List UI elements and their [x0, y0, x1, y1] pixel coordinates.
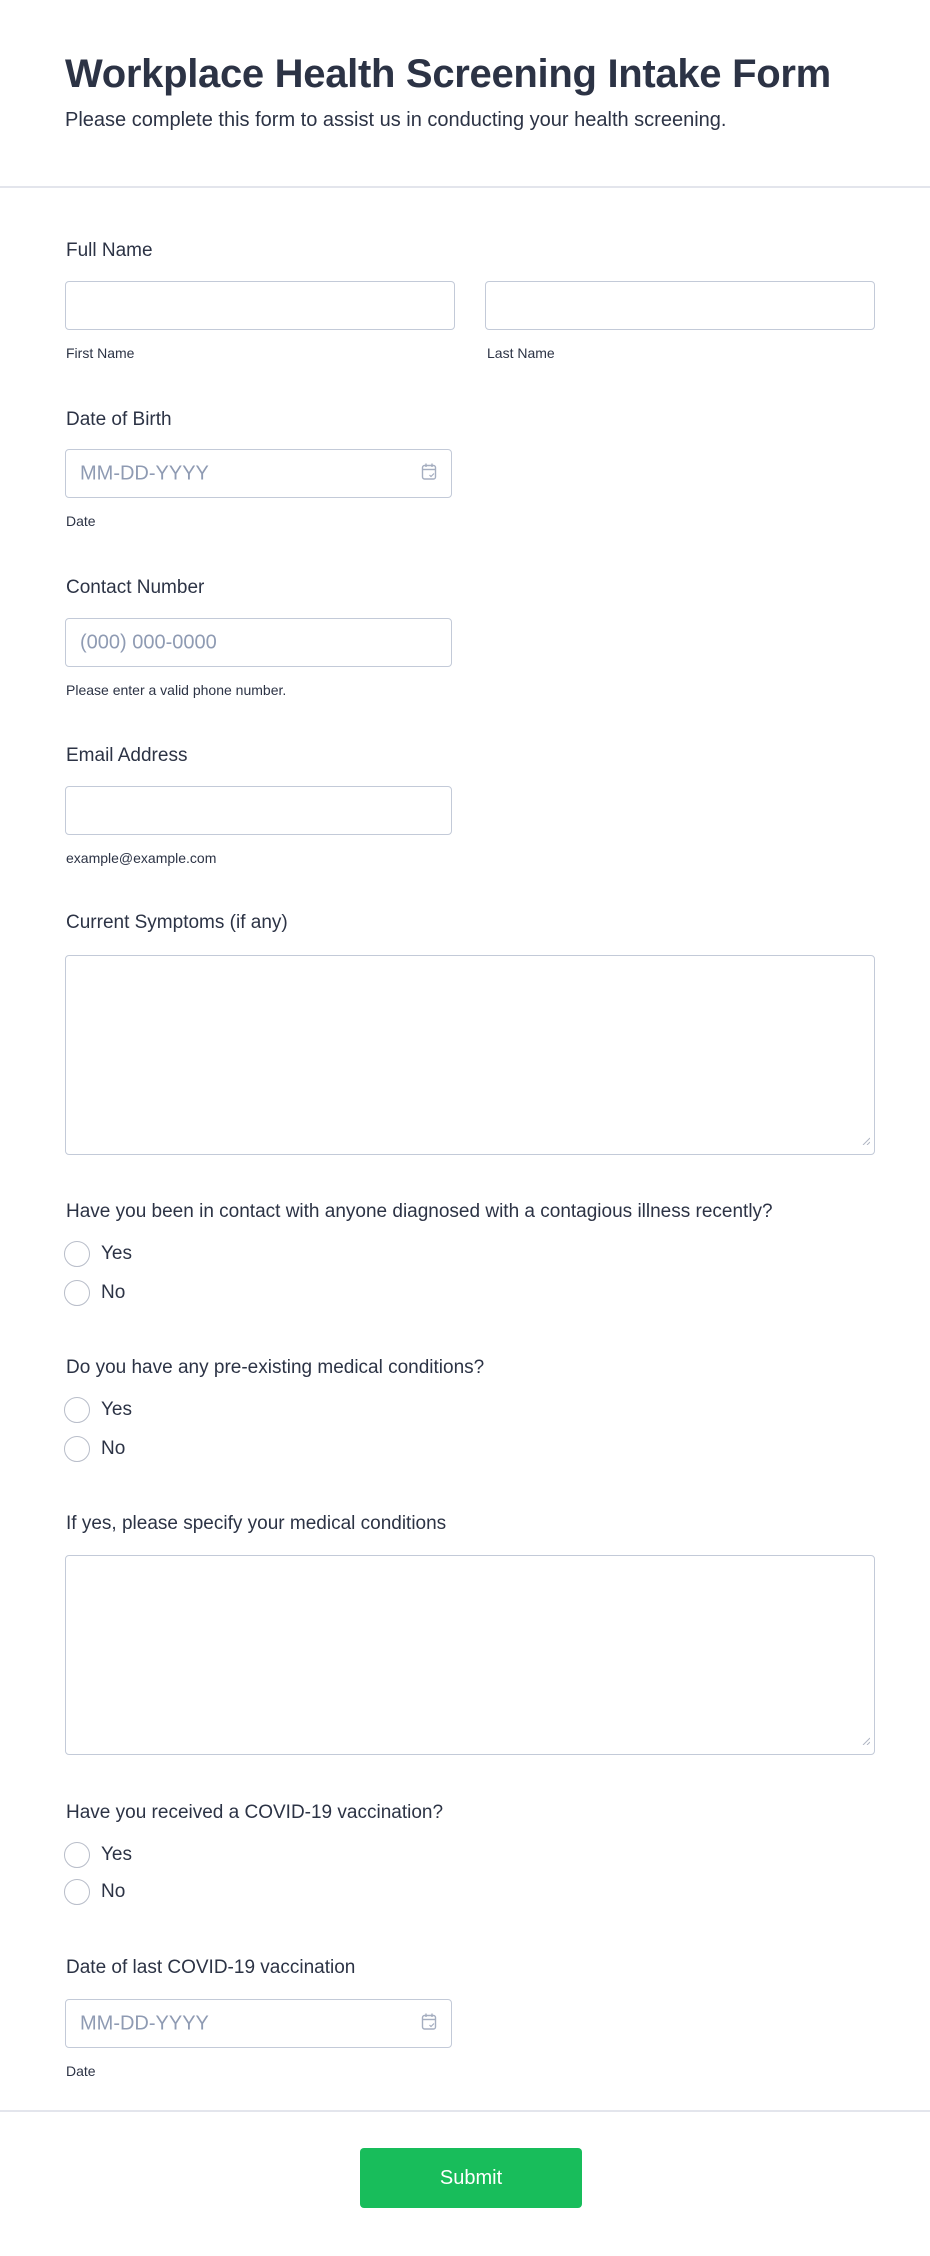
dob-label: Date of Birth: [66, 409, 172, 430]
email-label: Email Address: [66, 745, 188, 766]
dob-input[interactable]: [65, 449, 452, 498]
first-name-input[interactable]: [65, 281, 455, 330]
footer-divider: [0, 2110, 930, 2112]
symptoms-label: Current Symptoms (if any): [66, 912, 288, 933]
covid-vaccine-no-radio[interactable]: [64, 1879, 90, 1905]
last-vaccine-date-label: Date of last COVID-19 vaccination: [66, 1957, 356, 1978]
calendar-icon[interactable]: [421, 2012, 437, 2035]
preexisting-label: Do you have any pre-existing medical conditions?: [66, 1357, 485, 1378]
covid-vaccine-yes-label[interactable]: Yes: [101, 1844, 132, 1865]
first-name-sublabel: First Name: [66, 345, 135, 361]
symptoms-textarea[interactable]: [65, 955, 875, 1155]
dob-sublabel: Date: [66, 513, 96, 529]
contact-number-placeholder: (000) 000-0000: [80, 631, 217, 653]
page-title: Workplace Health Screening Intake Form: [65, 52, 831, 96]
resize-handle-icon[interactable]: [862, 1732, 870, 1750]
contact-illness-label: Have you been in contact with anyone diagnosed with a contagious illness recently?: [66, 1201, 773, 1222]
contact-illness-yes-radio[interactable]: [64, 1241, 90, 1267]
covid-vaccine-label: Have you received a COVID-19 vaccination?: [66, 1802, 444, 1823]
preexisting-yes-label[interactable]: Yes: [101, 1399, 132, 1420]
dob-placeholder: MM-DD-YYYY: [80, 462, 209, 484]
last-vaccine-date-sublabel: Date: [66, 2063, 96, 2079]
specify-conditions-textarea[interactable]: [65, 1555, 875, 1755]
contact-illness-yes-label[interactable]: Yes: [101, 1243, 132, 1264]
full-name-label: Full Name: [66, 240, 153, 261]
resize-handle-icon[interactable]: [862, 1132, 870, 1150]
contact-number-label: Contact Number: [66, 577, 205, 598]
preexisting-no-radio[interactable]: [64, 1436, 90, 1462]
submit-button[interactable]: Submit: [360, 2148, 582, 2208]
header-divider: [0, 186, 930, 188]
preexisting-yes-radio[interactable]: [64, 1397, 90, 1423]
contact-number-input[interactable]: [65, 618, 452, 667]
last-vaccine-date-input[interactable]: [65, 1999, 452, 2048]
email-input[interactable]: [65, 786, 452, 835]
last-name-input[interactable]: [485, 281, 875, 330]
email-sublabel: example@example.com: [66, 850, 217, 866]
contact-number-sublabel: Please enter a valid phone number.: [66, 682, 287, 698]
contact-illness-no-label[interactable]: No: [101, 1282, 126, 1303]
preexisting-no-label[interactable]: No: [101, 1438, 126, 1459]
covid-vaccine-no-label[interactable]: No: [101, 1881, 126, 1902]
contact-illness-no-radio[interactable]: [64, 1280, 90, 1306]
last-vaccine-date-placeholder: MM-DD-YYYY: [80, 2012, 209, 2034]
page-subtitle: Please complete this form to assist us in conducting your health screening.: [65, 109, 727, 131]
calendar-icon[interactable]: [421, 462, 437, 485]
specify-conditions-label: If yes, please specify your medical conditions: [66, 1513, 447, 1534]
last-name-sublabel: Last Name: [487, 345, 555, 361]
covid-vaccine-yes-radio[interactable]: [64, 1842, 90, 1868]
